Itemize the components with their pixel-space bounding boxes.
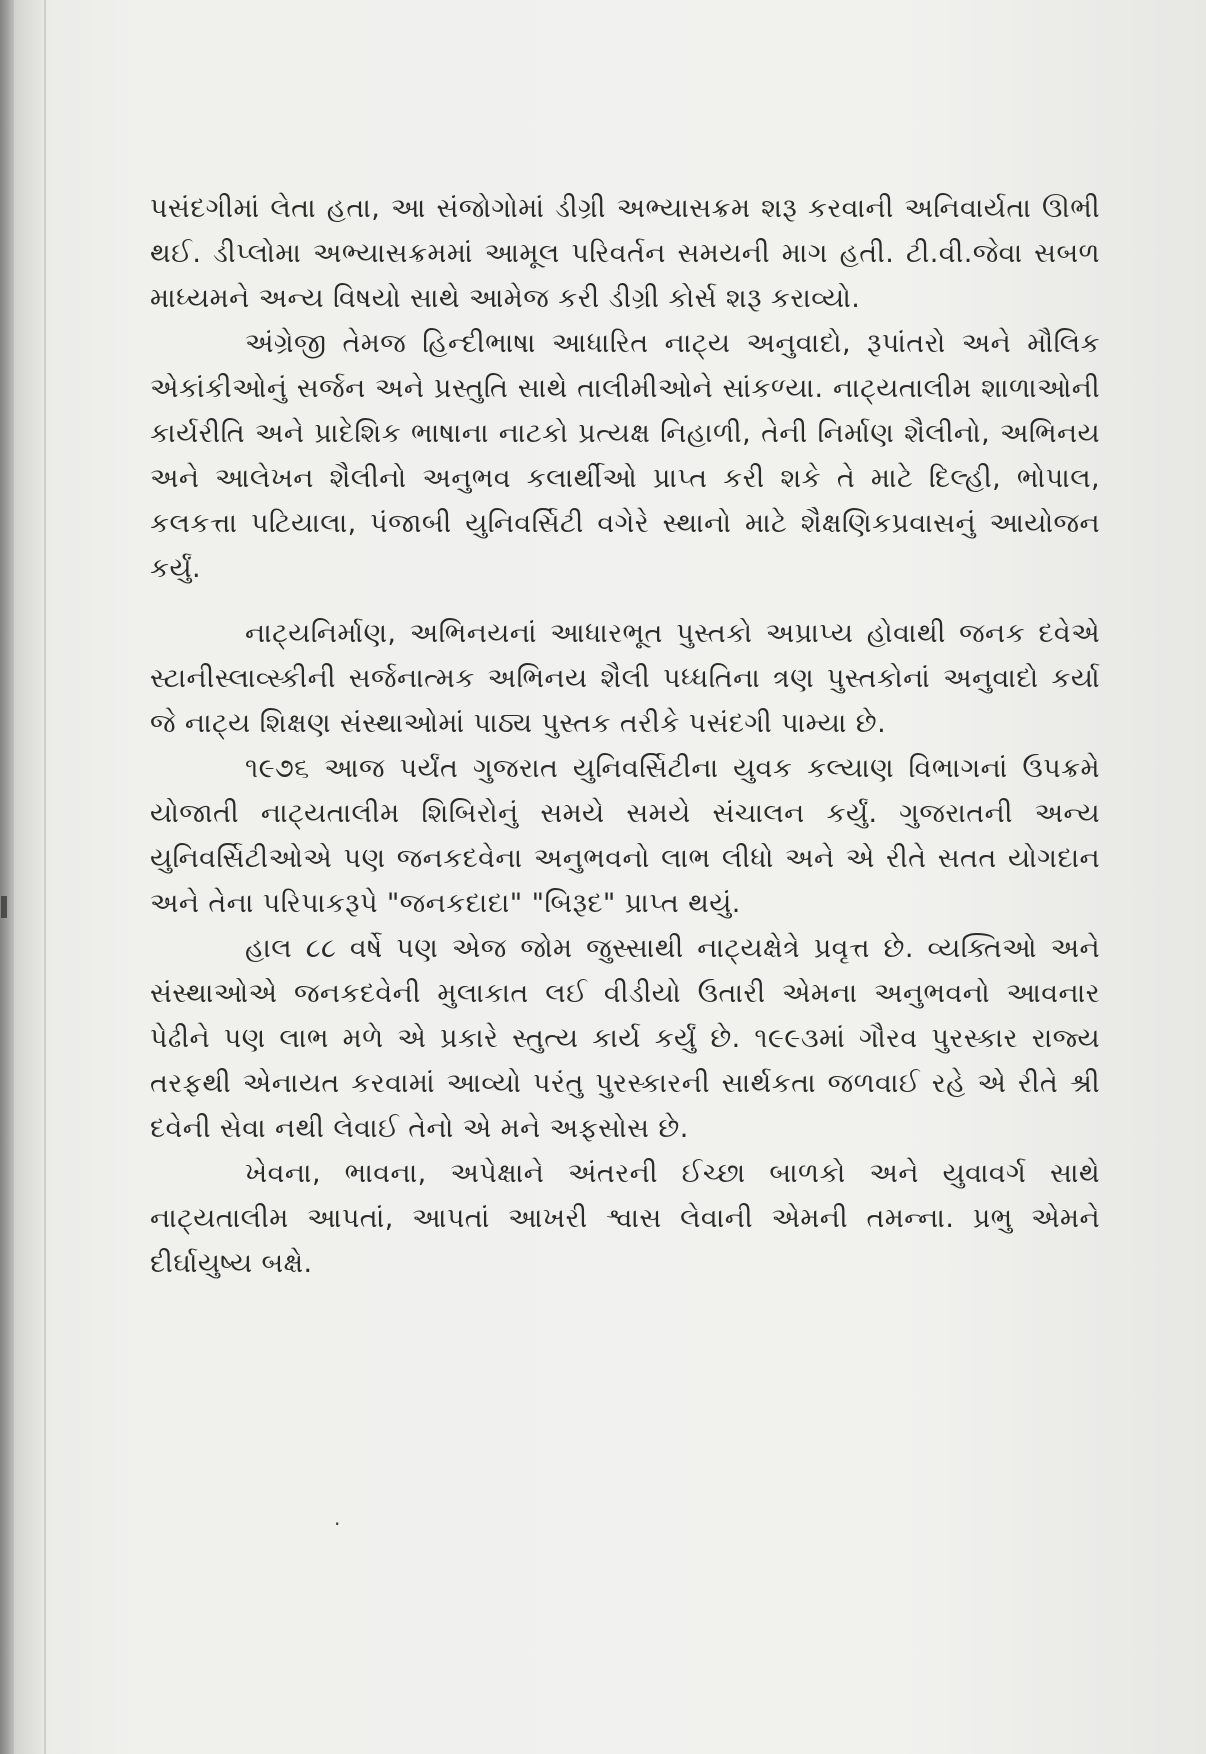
- body-text: [150, 186, 1100, 1286]
- paragraph-2: અંગ્રેજી તેમજ હિન્દીભાષા આધારિત નાટ્ય અનુવાદો, રૂપાંતરો અને મૌલિક એકાંકીઓનું સર્જન અને પ્રસ્તુતિ સાથે તાલીમીઓને સાંકળ્યા. નાટ્યતાલીમ શાળાઓની કાર્યરીતિ અને પ્રાદેશિક ભાષાના નાટકો પ્રત્યક્ષ નિહાળી, તેની નિર્માણ શૈલીનો, અભિનય અને આલેખન શૈલીનો અનુભવ કલાર્થીઓ પ્રાપ્ત કરી શકે તે માટે દિલ્હી, ભોપાલ, કલકત્તા પટિયાલા, પંજાબી યુનિવર્સિટી વગેરે સ્થાનો માટે શૈક્ષણિકપ્રવાસનું આયોજન કર્યું.: [150, 328, 1100, 584]
- page-edge-line: [44, 0, 46, 1754]
- paragraph-4: ૧૯૭૬ આજ પર્યંત ગુજરાત યુનિવર્સિટીના યુવક કલ્યાણ વિભાગનાં ઉપક્રમે યોજાતી નાટ્યતાલીમ શિબિરોનું સમયે સમયે સંચાલન કર્યું. ગુજરાતની અન્ય યુનિવર્સિટીઓએ પણ જનકદવેના અનુભવનો લાભ લીધો અને એ રીતે સતત યોગદાન અને તેના પરિપાકરૂપે "જનકદાદા" "બિરૂદ" પ્રાપ્ત થયું.: [150, 753, 1100, 919]
- dust-specks: ·: [334, 1512, 341, 1536]
- paragraph-5: હાલ ૮૮ વર્ષે પણ એજ જોમ જુસ્સાથી નાટ્યક્ષેત્રે પ્રવૃત્ત છે. વ્યક્તિઓ અને સંસ્થાઓએ જનકદવેની મુલાકાત લઈ વીડીયો ઉતારી એમના અનુભવનો આવનાર પેઢીને પણ લાભ મળે એ પ્રકારે સ્તુત્ય કાર્ય કર્યું છે. ૧૯૯૩માં ગૌરવ પુરસ્કાર રાજ્ય તરફથી એનાયત કરવામાં આવ્યો પરંતુ પુરસ્કારની સાર્થકતા જળવાઈ રહે એ રીતે શ્રી દવેની સેવા નથી લેવાઈ તેનો એ મને અફસોસ છે.: [150, 933, 1100, 1144]
- paragraph-6: ખેવના, ભાવના, અપેક્ષાને અંતરની ઈચ્છા બાળકો અને યુવાવર્ગ સાથે નાટ્યતાલીમ આપતાં, આપતાં આખરી શ્વાસ લેવાની એમની તમન્ના. પ્રભુ એમને દીર્ઘાયુષ્ય બક્ષે.: [150, 1158, 1100, 1279]
- paragraph-1: પસંદગીમાં લેતા હતા, આ સંજોગોમાં ડીગ્રી અભ્યાસક્રમ શરૂ કરવાની અનિવાર્યતા ઊભી થઈ. ડીપ્લોમા અભ્યાસક્રમમાં આમૂલ પરિવર્તન સમયની માગ હતી. ટી.વી.જેવા સબળ માધ્યમને અન્ય વિષયો સાથે આમેજ કરી ડીગ્રી કોર્સ શરૂ કરાવ્યો.: [150, 193, 1100, 314]
- page-binding-shadow: [0, 0, 14, 1754]
- paragraph-3: નાટ્યનિર્માણ, અભિનયનાં આધારભૂત પુસ્તકો અપ્રાપ્ય હોવાથી જનક દવેએ સ્ટાનીસ્લાવ્સ્કીની સર્જનાત્મક અભિનય શૈલી પધ્ધતિના ત્રણ પુસ્તકોનાં અનુવાદો કર્યા જે નાટ્ય શિક્ષણ સંસ્થાઓમાં પાઠ્ય પુસ્તક તરીકે પસંદગી પામ્યા છે.: [150, 618, 1100, 739]
- binding-mark: [1, 896, 7, 918]
